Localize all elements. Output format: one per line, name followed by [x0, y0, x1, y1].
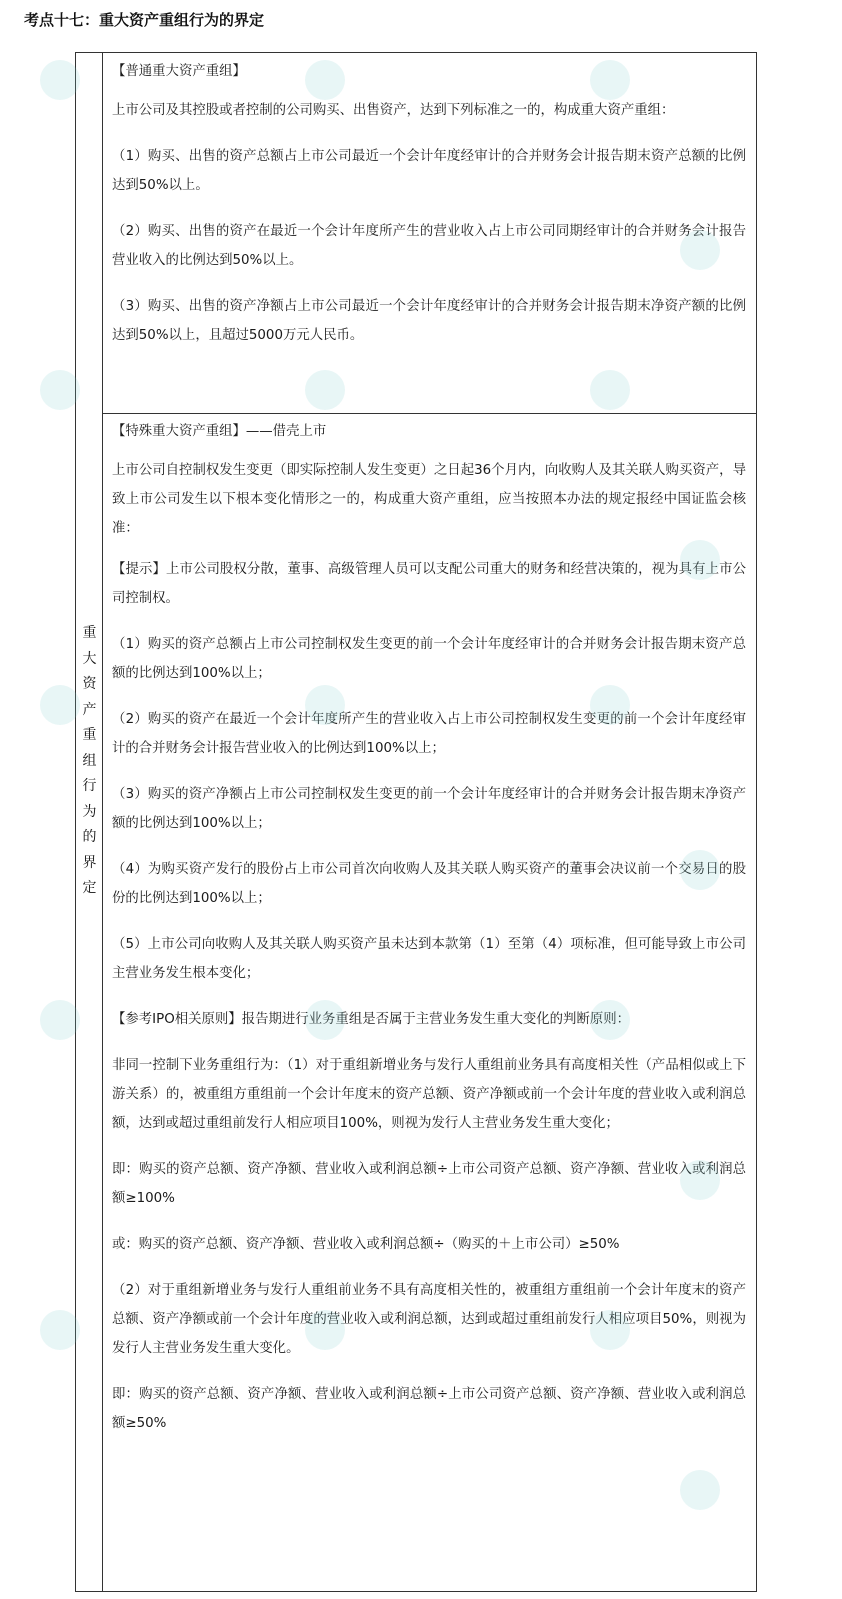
row-label-char: 重 [82, 625, 97, 641]
paragraph: （2）对于重组新增业务与发行人重组前业务不具有高度相关性的，被重组方重组前一个会计年度末的资产总额、资产净额或前一个会计年度的营业收入或利润总额，达到或超过重组前发行人相应项目50%，则视为发行人主营业务发生重大变化。 [112, 1283, 746, 1356]
row-label [76, 621, 103, 902]
row-label-char: 行 [82, 778, 97, 794]
row-label-char: 定 [82, 880, 97, 896]
row-label-char: 重 [82, 727, 97, 743]
list-item: （1）购买的资产总额占上市公司控制权发生变更的前一个会计年度经审计的合并财务会计报告期末资产总额的比例达到100%以上； [112, 637, 746, 681]
section-heading: 【普通重大资产重组】 [112, 64, 246, 79]
special-restructuring-cell [103, 414, 756, 1591]
watermark-logo [40, 60, 80, 100]
row-label-char: 大 [82, 650, 97, 667]
row-label-char: 组 [82, 752, 97, 769]
content-table [75, 52, 757, 1592]
section-heading: 【特殊重大资产重组】——借壳上市 [112, 424, 327, 439]
row-label-char: 产 [82, 701, 97, 718]
row-label-char: 为 [82, 803, 97, 820]
watermark-logo [40, 370, 80, 410]
paragraph: 上市公司及其控股或者控制的公司购买、出售资产，达到下列标准之一的，构成重大资产重组： [112, 103, 675, 118]
watermark-logo [40, 685, 80, 725]
list-item: （3）购买、出售的资产净额占上市公司最近一个会计年度经审计的合并财务会计报告期末净资产额的比例达到50%以上，且超过5000万元人民币。 [112, 299, 746, 343]
paragraph: 上市公司自控制权发生变更（即实际控制人发生变更）之日起36个月内，向收购人及其关联人购买资产，导致上市公司发生以下根本变化情形之一的，构成重大资产重组，应当按照本办法的规定报经中国证监会核准： [112, 463, 746, 536]
page-title: 考点十七：重大资产重组行为的界定 [24, 11, 265, 29]
row-label-cell [76, 53, 103, 1591]
row-label-char: 界 [82, 854, 97, 871]
paragraph: 非同一控制下业务重组行为：（1）对于重组新增业务与发行人重组前业务具有高度相关性（产品相似或上下游关系）的，被重组方重组前一个会计年度末的资产总额、资产净额或前一个会计年度的营业收入或利润总额，达到或超过重组前发行人相应项目100%，则视为发行人主营业务发生重大变化； [112, 1058, 746, 1131]
formula-paragraph: 即：购买的资产总额、资产净额、营业收入或利润总额÷上市公司资产总额、资产净额、营业收入或利润总额≥50% [112, 1387, 746, 1431]
watermark-logo [40, 1000, 80, 1040]
ordinary-restructuring-cell [103, 53, 756, 414]
hint-paragraph: 【提示】上市公司股权分散，董事、高级管理人员可以支配公司重大的财务和经营决策的，视为具有上市公司控制权。 [112, 562, 746, 606]
row-label-char: 资 [82, 676, 97, 692]
list-item: （2）购买的资产在最近一个会计年度所产生的营业收入占上市公司控制权发生变更的前一个会计年度经审计的合并财务会计报告营业收入的比例达到100%以上； [112, 712, 746, 756]
watermark-logo [40, 1310, 80, 1350]
list-item: （2）购买、出售的资产在最近一个会计年度所产生的营业收入占上市公司同期经审计的合并财务会计报告营业收入的比例达到50%以上。 [112, 224, 746, 268]
list-item: （1）购买、出售的资产总额占上市公司最近一个会计年度经审计的合并财务会计报告期末资产总额的比例达到50%以上。 [112, 149, 746, 193]
formula-paragraph: 或：购买的资产总额、资产净额、营业收入或利润总额÷（购买的＋上市公司）≥50% [112, 1237, 620, 1252]
row-label-char: 的 [82, 829, 97, 845]
formula-paragraph: 即：购买的资产总额、资产净额、营业收入或利润总额÷上市公司资产总额、资产净额、营业收入或利润总额≥100% [112, 1162, 746, 1206]
list-item: （3）购买的资产净额占上市公司控制权发生变更的前一个会计年度经审计的合并财务会计报告期末净资产额的比例达到100%以上； [112, 787, 746, 831]
ipo-heading: 【参考IPO相关原则】报告期进行业务重组是否属于主营业务发生重大变化的判断原则： [112, 1012, 631, 1027]
list-item: （4）为购买资产发行的股份占上市公司首次向收购人及其关联人购买资产的董事会决议前一个交易日的股份的比例达到100%以上； [112, 862, 746, 906]
list-item: （5）上市公司向收购人及其关联人购买资产虽未达到本款第（1）至第（4）项标准，但可能导致上市公司主营业务发生根本变化； [112, 937, 746, 981]
